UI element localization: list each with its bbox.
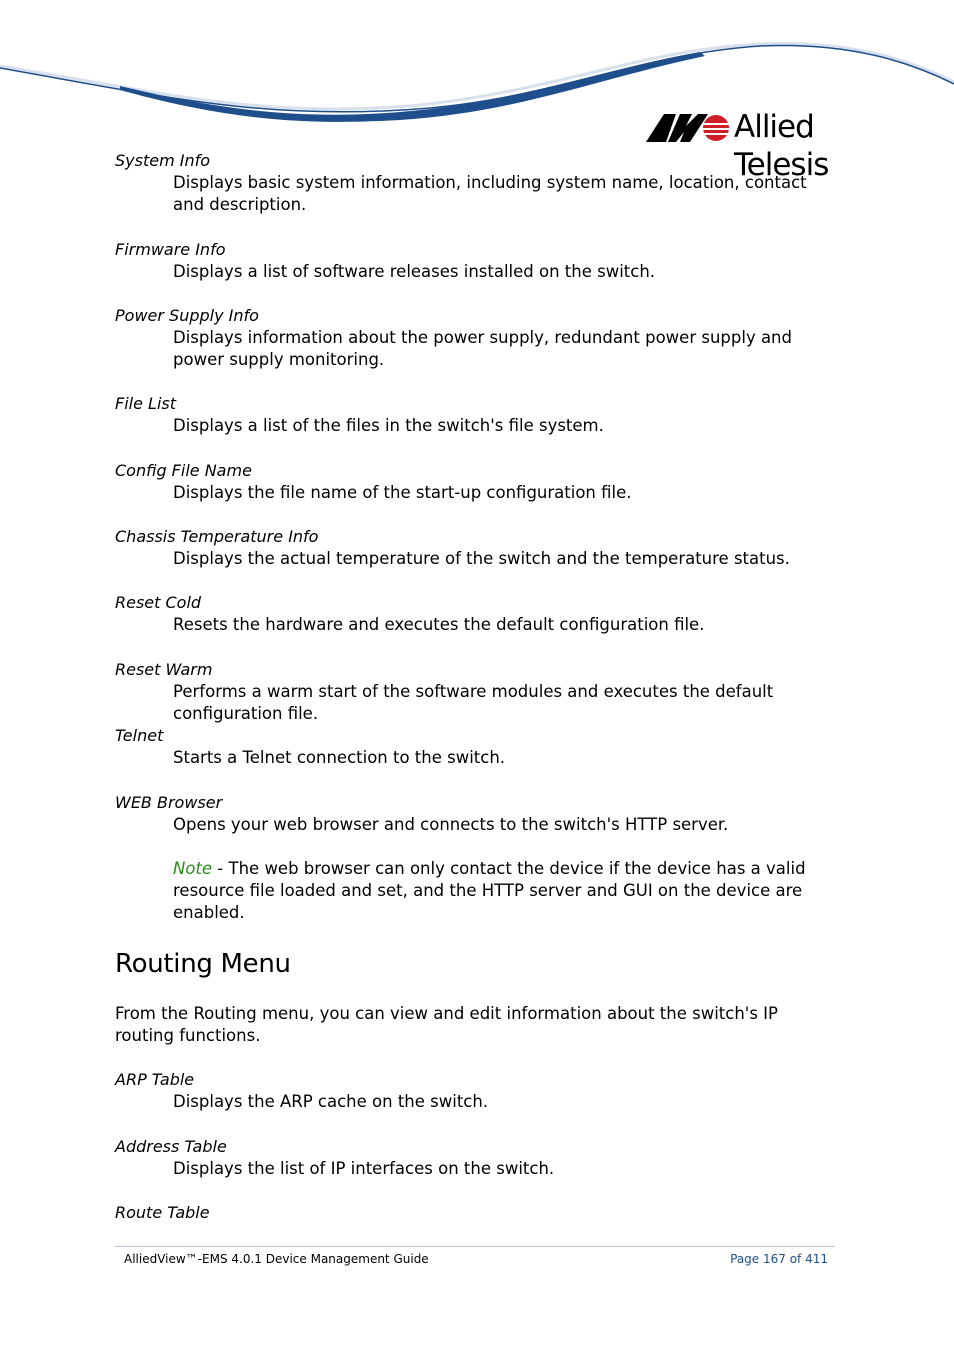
term-power-supply-info: Power Supply Info	[115, 305, 259, 325]
term-web-browser: WEB Browser	[115, 792, 223, 812]
term-route-table: Route Table	[115, 1202, 210, 1222]
desc-reset-warm: Performs a warm start of the software modules and executes the default configuration file.	[173, 681, 774, 723]
section-intro: From the Routing menu, you can view and edit information about the switch's IP routing functions.	[115, 1003, 778, 1046]
term-reset-cold: Reset Cold	[115, 593, 202, 613]
desc-power-supply-info: Displays information about the power supply, redundant power supply and power supply monitoring.	[173, 327, 792, 370]
desc-web-browser: Opens your web browser and connects to the switch's HTTP server.	[173, 814, 729, 834]
note-paragraph	[173, 858, 835, 925]
desc-telnet: Starts a Telnet connection to the switch.	[173, 748, 506, 768]
desc-firmware-info: Displays a list of software releases installed on the switch.	[173, 261, 656, 281]
term-telnet: Telnet	[115, 726, 164, 746]
term-chassis-temperature-info: Chassis Temperature Info	[115, 527, 319, 547]
term-reset-warm: Reset Warm	[115, 659, 213, 679]
footer-page-number: Page 167 of 411	[730, 1252, 828, 1266]
logo-wordmark: Allied Telesis	[734, 109, 829, 183]
desc-file-list: Displays a list of the files in the switch's file system.	[173, 416, 604, 436]
desc-address-table: Displays the list of IP interfaces on the switch.	[173, 1158, 555, 1178]
desc-reset-cold: Resets the hardware and executes the default configuration file.	[173, 615, 705, 635]
term-arp-table: ARP Table	[115, 1070, 195, 1090]
term-system-info: System Info	[115, 151, 211, 170]
footer-divider	[115, 1246, 835, 1247]
note-text: - The web browser can only contact the device if the device has a valid resource file loaded and set, and the HTTP server and GUI on the device are enabled.	[173, 858, 806, 923]
company-logo	[646, 108, 906, 183]
term-file-list: File List	[115, 394, 176, 414]
term-address-table: Address Table	[115, 1136, 227, 1156]
term-config-file-name: Config File Name	[115, 460, 252, 480]
note-label: Note	[173, 858, 213, 878]
desc-chassis-temperature-info: Displays the actual temperature of the switch and the temperature status.	[173, 549, 790, 569]
term-firmware-info: Firmware Info	[115, 239, 226, 259]
footer-document-title: AlliedView™-EMS 4.0.1 Device Management Guide	[124, 1252, 429, 1266]
desc-arp-table: Displays the ARP cache on the switch.	[173, 1092, 489, 1112]
desc-system-info: Displays basic system information, including system name, location, contact and description.	[173, 173, 807, 215]
section-heading: Routing Menu	[115, 948, 291, 979]
desc-config-file-name: Displays the file name of the start-up configuration file.	[173, 482, 632, 502]
allied-telesis-logo-icon	[646, 114, 730, 142]
page-content	[115, 150, 835, 1224]
